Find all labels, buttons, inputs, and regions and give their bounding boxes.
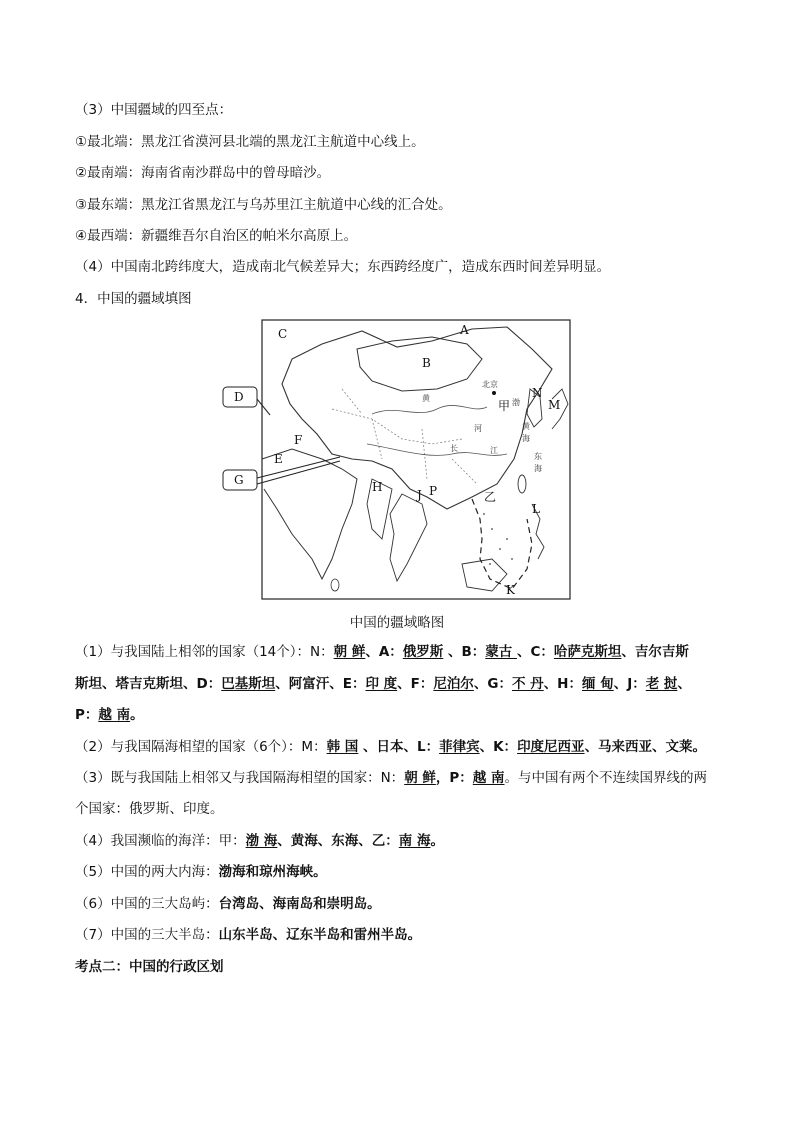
q4-line: （4）我国濒临的海洋：甲：渤 海、黄海、东海、乙：南 海。 [75,833,444,849]
answer-D: 巴基斯坦 [221,676,276,692]
answer-H: 缅 甸 [582,676,614,692]
q3-answer-P: 越 南 [472,770,505,786]
q3-line2: 个国家：俄罗斯、印度。 [75,801,224,817]
extreme-west: ④最西端：新疆维吾尔自治区的帕米尔高原上。 [75,228,358,244]
china-territory-map [222,319,574,601]
map-donghai-2: 海 [534,464,542,473]
beijing-marker [492,391,496,395]
map-huanghai-1: 黄 [522,422,530,431]
q6-line: （6）中国的三大岛屿：台湾岛、海南岛和崇明岛。 [75,896,381,912]
q3-answer-N: 朝 鲜 [404,770,436,786]
q3-line1: （3）既与我国陆上相邻又与我国隔海相望的国家：N：朝 鲜，P：越 南。与中国有两个不连续国界线的两 [75,770,707,786]
q1-line2: 斯坦、塔吉克斯坦、D：巴基斯坦、阿富汗、E：印 度、F：尼泊尔、G：不 丹、H：缅 甸、J：老 挝、 [75,676,691,692]
q1-line1: （1）与我国陆上相邻的国家（14个）：N：朝 鲜、A：俄罗斯 、B：蒙古 、C：哈萨克斯坦、吉尔吉斯 [75,644,689,660]
map-label-N: N [532,386,543,400]
map-yellow-river-2: 河 [474,424,482,433]
map-label-K: K [506,583,515,597]
answer-jia: 渤 海 [245,833,278,849]
q1-line3: P：越 南。 [75,707,144,723]
map-label-B: B [422,356,431,370]
map-label-M: M [548,398,561,412]
answer-B: 蒙古 [485,644,517,660]
answer-C: 哈萨克斯坦 [553,644,622,660]
map-bohai: 渤 [512,398,520,407]
answer-M: 韩 国 [326,739,359,755]
answer-yi: 南 海 [398,833,431,849]
map-yangtze-2: 江 [490,446,498,455]
map-label-D: D [234,390,244,404]
extreme-east: ③最东端：黑龙江省黑龙江与乌苏里江主航道中心线的汇合处。 [75,197,452,213]
answer-F: 尼泊尔 [433,676,474,692]
q7-line: （7）中国的三大半岛：山东半岛、辽东半岛和雷州半岛。 [75,927,422,943]
section4-heading: 4．中国的疆域填图 [75,291,192,307]
answer-N: 朝 鲜 [333,644,366,660]
answer-A: 俄罗斯 [402,644,444,660]
map-beijing-label: 北京 [482,380,498,389]
q2-line: （2）与我国隔海相望的国家（6个）：M：韩 国 、日本、L：菲律宾、K：印度尼西亚、马来西亚、文莱。 [75,739,707,755]
map-label-J: J [417,488,422,502]
map-caption: 中国的疆域略图 [349,615,445,631]
map-yangtze-1: 长 [450,444,458,453]
answer-P: 越 南 [98,707,131,723]
answer-L: 菲律宾 [439,739,480,755]
map-label-H: H [372,480,383,494]
extreme-south: ②最南端：海南省南沙群岛中的曾母暗沙。 [75,165,331,181]
map-label-jia: 甲 [498,399,511,413]
q5-line: （5）中国的两大内海：渤海和琼州海峡。 [75,864,327,880]
map-yellow-river-1: 黄 [422,394,430,403]
answer-G: 不 丹 [511,676,544,692]
map-label-G: G [234,473,244,487]
extreme-north: ①最北端：黑龙江省漠河县北端的黑龙江主航道中心线上。 [75,134,425,150]
map-label-A: A [460,323,469,337]
map-label-yi: 乙 [484,490,497,504]
next-section-heading: 考点二：中国的行政区划 [75,959,224,975]
answer-E: 印 度 [365,676,398,692]
map-label-E: E [274,452,283,466]
answer-J: 老 挝 [645,676,678,692]
map-donghai-1: 东 [534,452,542,461]
map-label-C: C [278,327,288,341]
extremes-heading: （3）中国疆域的四至点： [75,102,233,118]
map-huanghai-2: 海 [522,434,530,443]
answer-K: 印度尼西亚 [517,739,585,755]
extremes-span: （4）中国南北跨纬度大，造成南北气候差异大；东西跨经度广，造成东西时间差异明显。 [75,259,611,275]
map-label-L: L [532,502,540,516]
map-label-F: F [294,433,303,447]
map-label-P: P [429,484,438,498]
